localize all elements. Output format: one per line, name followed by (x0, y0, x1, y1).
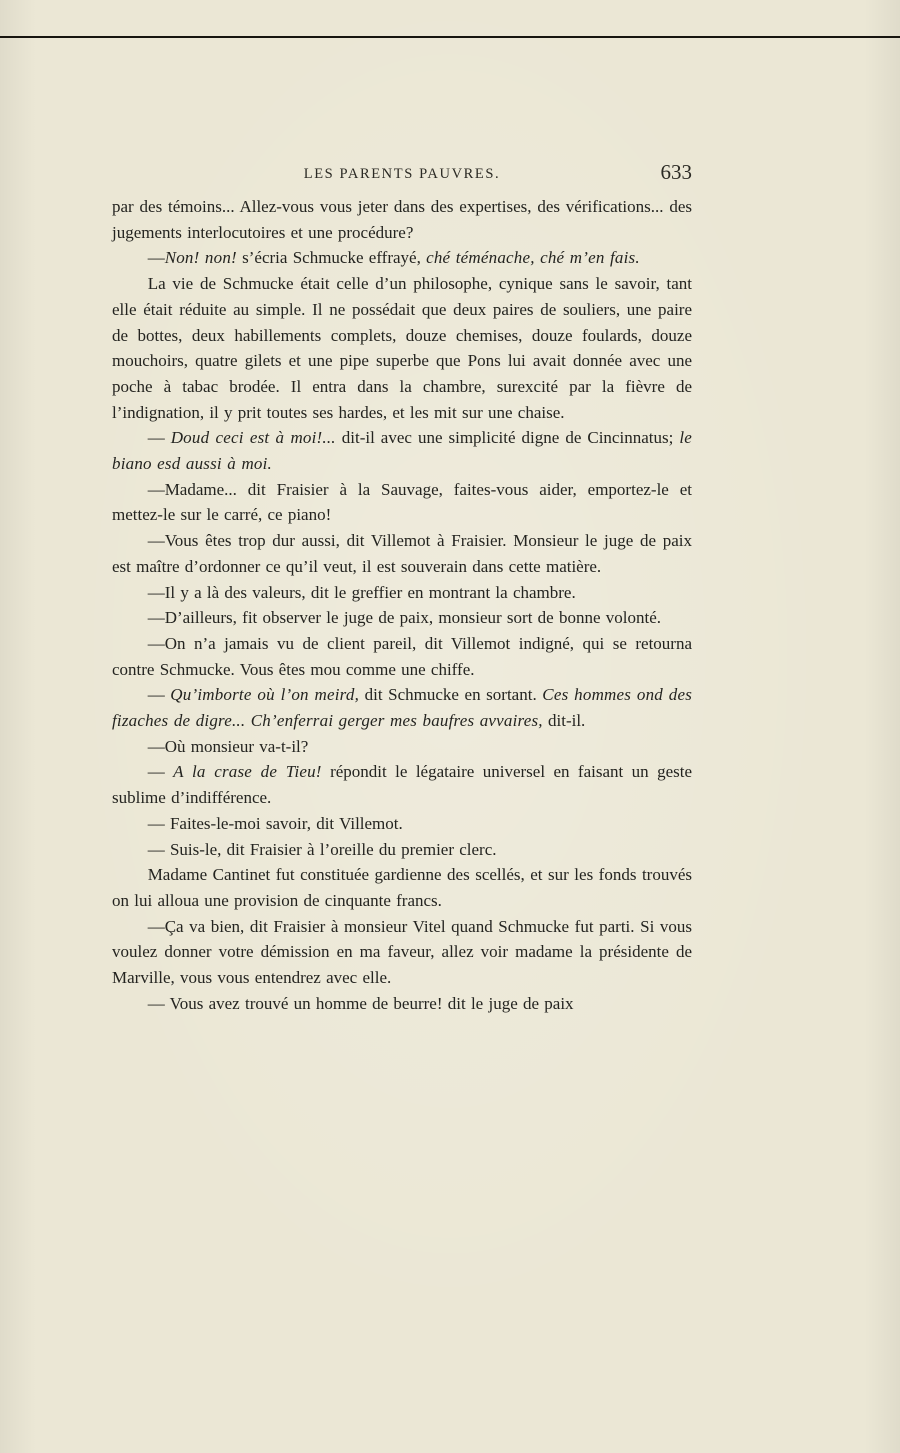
paragraph (112, 194, 692, 245)
italic-text-run: Ces hommes ond des fizaches de digre... Ch’enferrai gerger mes baufres avvaires, (112, 685, 693, 731)
italic-text-run: A la crase de Tieu! (173, 762, 322, 782)
paragraph (112, 477, 692, 528)
paragraph (112, 811, 692, 837)
italic-text-run: Qu’imborte où l’on meird, (170, 685, 360, 705)
text-run: — Faites-le-moi savoir, dit Villemot. (147, 813, 403, 833)
text-run: La vie de Schmucke était celle d’un philosophe, cynique sans le savoir, tant elle était réduite au simple. Il ne possédait que deux paires de souliers, une paire de bottes, deux habillements complets, douze chemises, douze foulards, douze mouchoirs, quatre gilets et une pipe superbe que Pons lui avait donnée avec une poche à tabac brodée. Il entra dans la chambre, surexcité par la fièvre de l’indignation, il y prit toutes ses hardes, et les mit sur une chaise. (112, 274, 692, 422)
text-column (112, 160, 692, 1017)
page-number: 633 (660, 160, 692, 184)
italic-text-run: Non! non! (164, 248, 237, 268)
paragraph (112, 425, 692, 476)
text-run: dit-il. (542, 711, 586, 731)
paragraph (112, 914, 692, 991)
paragraph (112, 734, 692, 760)
text-run: — (147, 428, 171, 448)
running-header (112, 160, 692, 194)
italic-text-run: ché téménache, ché m’en fais. (426, 248, 640, 268)
italic-text-run: le biano esd aussi à moi. (112, 428, 692, 474)
text-run: —Vous êtes trop dur aussi, dit Villemot à Fraisier. Monsieur le juge de paix est maître d’ordonner ce qu’il veut, il est souverain dans cette matière. (112, 531, 692, 576)
text-run: —Ça va bien, dit Fraisier à monsieur Vitel quand Schmucke fut parti. Si vous voulez donner votre démission en ma faveur, allez voir madame la présidente de Marville, vous vous entendrez avec elle. (112, 916, 692, 988)
text-run: répondit le légataire universel en faisant un geste sublime d’indifférence. (112, 762, 692, 808)
text-run: —D’ailleurs, fit observer le juge de paix, monsieur sort de bonne volonté. (147, 608, 662, 628)
paragraph (112, 631, 692, 682)
text-run: dit Schmucke en sortant. (359, 685, 543, 705)
paragraph (112, 837, 692, 863)
text-run: — Vous avez trouvé un homme de beurre! dit le juge de paix (147, 993, 574, 1013)
text-run: — (147, 248, 165, 268)
text-run: dit-il avec une simplicité digne de Cincinnatus; (335, 428, 680, 448)
paragraph (112, 528, 692, 579)
text-run: —Où monsieur va-t-il? (147, 736, 309, 756)
paragraph (112, 605, 692, 631)
text-run: par des témoins... Allez-vous vous jeter dans des expertises, des vérifications... des jugements interlocutoires et une procédure? (112, 197, 692, 242)
paragraph (112, 759, 692, 810)
paragraph (112, 271, 692, 425)
page-text (112, 194, 692, 1017)
text-run: —Il y a là des valeurs, dit le greffier en montrant la chambre. (147, 582, 576, 602)
text-run: — (147, 762, 174, 782)
text-run: —Madame... dit Fraisier à la Sauvage, faites-vous aider, emportez-le et mettez-le sur le carré, ce piano! (112, 479, 692, 525)
text-run: — (147, 685, 171, 705)
paragraph (112, 245, 692, 271)
text-run: s’écria Schmucke effrayé, (236, 248, 427, 268)
paragraph (112, 991, 692, 1017)
paragraph (112, 580, 692, 606)
italic-text-run: Doud ceci est à moi!... (170, 428, 336, 448)
text-run: Madame Cantinet fut constituée gardienne des scellés, et sur les fonds trouvés on lui alloua une provision de cinquante francs. (112, 865, 692, 910)
paragraph (112, 862, 692, 913)
running-title: LES PARENTS PAUVRES. (303, 166, 501, 182)
paragraph (112, 682, 692, 733)
text-run: —On n’a jamais vu de client pareil, dit Villemot indigné, qui se retourna contre Schmucke. Vous êtes mou comme une chiffe. (112, 633, 692, 679)
scan-border-line (0, 36, 900, 38)
text-run: — Suis-le, dit Fraisier à l’oreille du premier clerc. (147, 839, 497, 859)
